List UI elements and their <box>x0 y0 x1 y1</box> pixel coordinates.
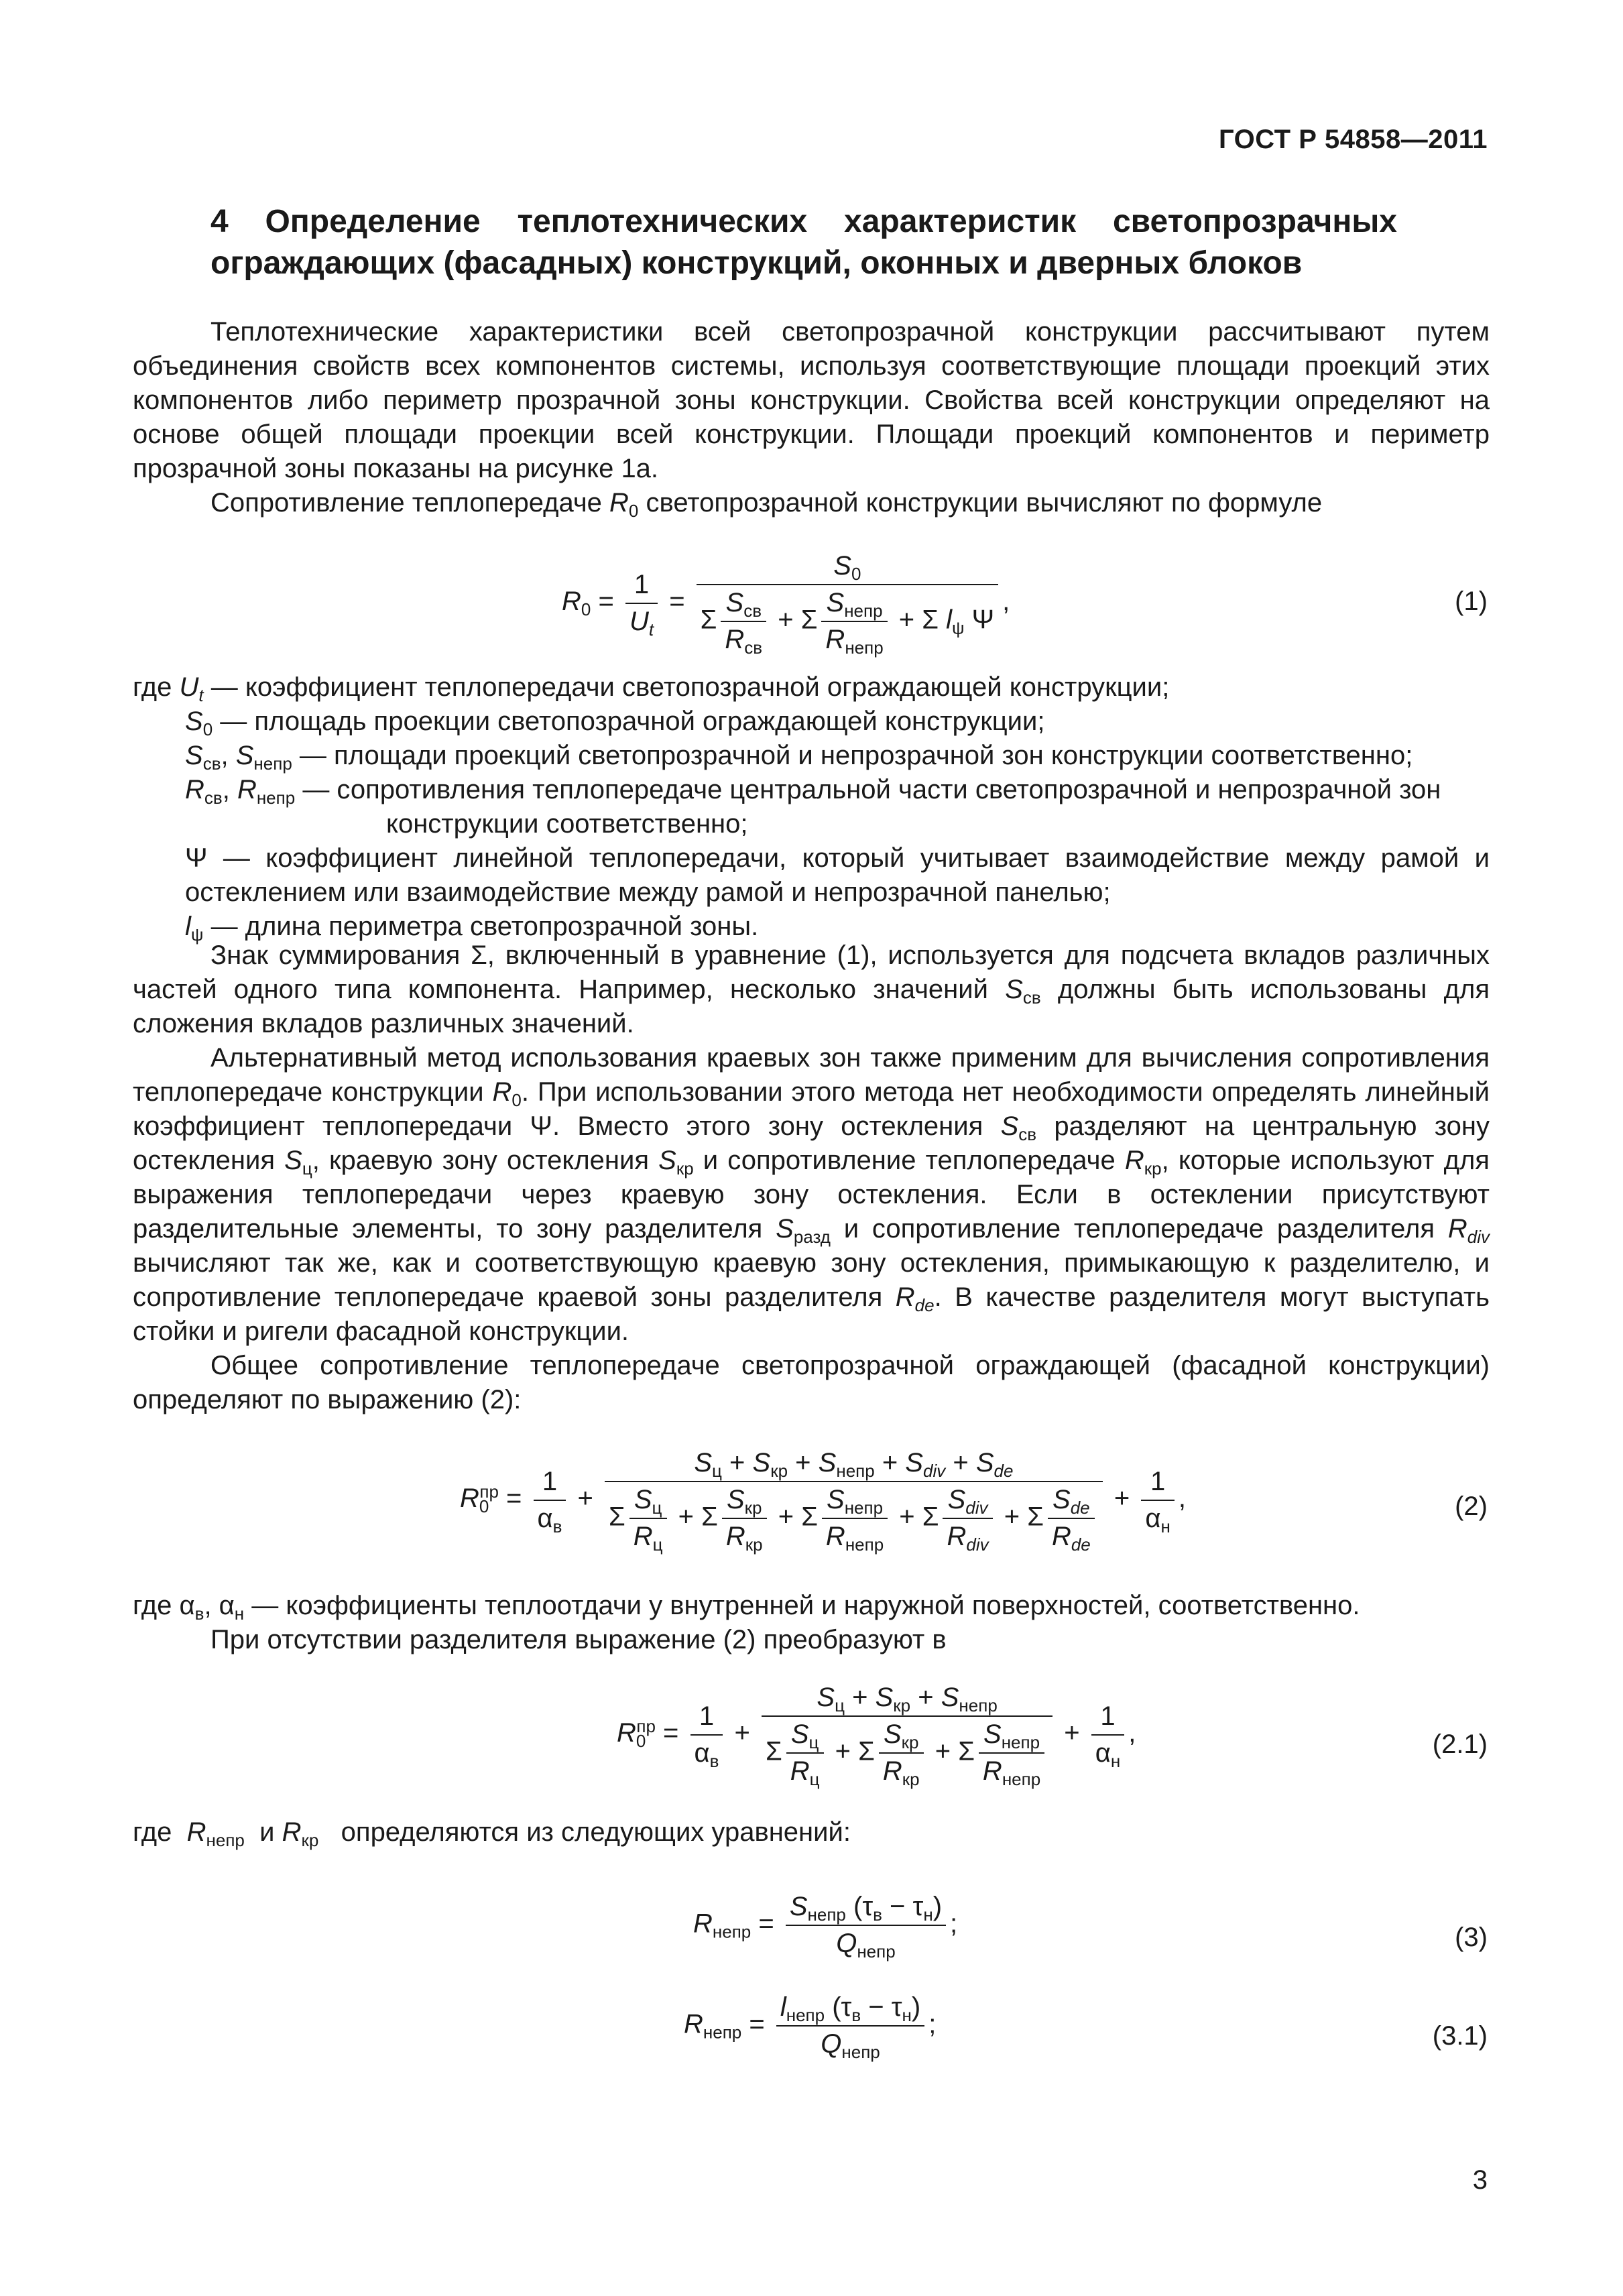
formula-2: $R_0^{пр}$ = $\frac{1}{\alpha_в}$ + $S_ц + S_{кр} + S_{непр} + S_{div} + S_{de}$ Σ $\frac{S_ц}{R_ц}$ + Σ $\frac{S_{кр}}{R_{кр}}$ + Σ $\frac{S_{непр}}{R_{непр}}$ + Σ $\frac{S_{div}}{R_{div}}$ + Σ $\frac{S_{de}}{R_{de}}$ + $\frac{1}{\alpha_н}$ , <box>460 1448 1186 1555</box>
formula-3: $R_{непр}$ = $\frac{S_{непр} (\tau_в - \tau_н)}{Q_{непр}}$ ; <box>693 1892 958 1961</box>
equation-number-3: (3) <box>1455 1923 1488 1952</box>
formula-2-1: $R_0^{пр}$ = $\frac{1}{\alpha_в}$ + $S_ц + S_{кр} + S_{непр}$ Σ $\frac{S_ц}{R_ц}$ + Σ $\frac{S_{кр}}{R_{кр}}$ + Σ $\frac{S_{непр}}{R_{непр}}$ + $\frac{1}{\alpha_н}$ , <box>617 1683 1136 1789</box>
def-psi: Ψ — коэффициент линейной теплопередачи, который учитывает взаимодействие между рамой и остеклением или взаимодействие между рамой и непрозрачной панелью; <box>185 843 1490 907</box>
page-number: 3 <box>1472 2165 1488 2195</box>
def-r-sv: $R_{св}$, $R_{непр}$ — сопротивления теплопередаче центральной части светопрозрачной и непрозрачной зон <box>185 775 1441 808</box>
section-title-line-1: 4 Определение теплотехнических характеристик светопрозрачных <box>211 204 1397 239</box>
def-r-sv-cont: конструкции соответственно; <box>386 809 748 839</box>
alpha-paragraphs <box>133 1589 1490 1657</box>
paragraph-alpha: где $\alpha_в$, $\alpha_н$ — коэффициенты теплоотдачи у внутренней и наружной поверхностей, соответственно. <box>133 1591 1360 1624</box>
body-paragraphs <box>133 939 1490 1417</box>
rnepr-intro <box>133 1815 1490 1850</box>
def-ut: где $U_t$ — коэффициент теплопередачи светопозрачной ограждающей конструкции; <box>133 672 1170 705</box>
equation-number-2: (2) <box>1455 1492 1488 1521</box>
equation-number-2-1: (2.1) <box>1432 1730 1488 1759</box>
definitions-list <box>133 670 1490 944</box>
document-id: ГОСТ Р 54858—2011 <box>1219 125 1488 154</box>
equation-number-1: (1) <box>1455 587 1488 616</box>
paragraph-alternative: Альтернативный метод использования краевых зон также применим для вычисления сопротивления теплопередаче конструкции $R_0$. При использовании этого метода нет необходимости определять линейный коэффициент теплопередачи Ψ. Вместо этого зону остекления $S_{св}$ разделяют на центральную зону остекления $S_ц$, краевую зону остекления $S_{кр}$ и сопротивление теплопередаче $R_{кр}$, которые используют для выражения теплопередачи через краевую зону остекления. Если в остеклении присутствуют разделительные элементы, то зону разделителя $S_{разд}$ и сопротивление теплопередаче разделителя $R_{div}$ вычисляют так же, как и соответствующую краевую зону остекления, примыкающую к разделителю, и сопротивление теплопередаче краевой зоны разделителя $R_{de}$. В качестве разделителя могут выступать стойки и ригели фасадной конструкции. <box>133 1043 1490 1346</box>
paragraph-no-divider: При отсутствии разделителя выражение (2) преобразуют в <box>211 1625 947 1654</box>
equation-number-3-1: (3.1) <box>1432 2021 1488 2051</box>
paragraph-total: Общее сопротивление теплопередаче светопрозрачной ограждающей (фасадной конструкции) определяют по выражению (2): <box>133 1351 1490 1414</box>
def-s0: $S_0$ — площадь проекции светопозрачной ограждающей конструкции; <box>185 707 1045 739</box>
section-title <box>211 201 1397 284</box>
paragraph-2: Сопротивление теплопередаче $R_0$ светопрозрачной конструкции вычисляют по формуле <box>211 488 1323 521</box>
paragraph-sum: Знак суммирования Σ, включенный в уравнение (1), используется для подсчета вкладов различных частей одного типа компонента. Например, несколько значений $S_{св}$ должны быть использованы для сложения вкладов различных значений. <box>133 941 1490 1038</box>
formula-3-1: $R_{непр}$ = $\frac{l_{непр} (\tau_в - \tau_н)}{Q_{непр}}$ ; <box>684 1992 937 2062</box>
paragraph-rnepr: где $R_{непр}$ и $R_{кр}$ определяются из следующих уравнений: <box>133 1817 851 1850</box>
section-title-line-2: ограждающих (фасадных) конструкций, оконных и дверных блоков <box>211 245 1303 281</box>
intro-paragraph <box>133 315 1490 520</box>
def-lpsi: $l_\psi$ — длина периметра светопрозрачной зоны. <box>185 912 759 945</box>
paragraph-1: Теплотехнические характеристики всей светопрозрачной конструкции рассчитывают путем объединения свойств всех компонентов системы, используя соответствующие площади проекций этих компонентов либо периметр прозрачной зоны конструкции. Свойства всей конструкции определяют на основе общей площади проекции всей конструкции. Площади проекций компонентов и периметр прозрачной зоны показаны на рисунке 1а. <box>133 317 1490 483</box>
formula-1: $R_0$ = $\frac{1}{U_t}$ = $S_0$ Σ $\frac{S_{св}}{R_{св}}$ + Σ $\frac{S_{непр}}{R_{непр}}$ + Σ $l_\psi$ Ψ , <box>562 551 1010 658</box>
def-s-sv: $S_{св}$, $S_{непр}$ — площади проекций светопрозрачной и непрозрачной зон конструкции соответственно; <box>185 741 1413 774</box>
